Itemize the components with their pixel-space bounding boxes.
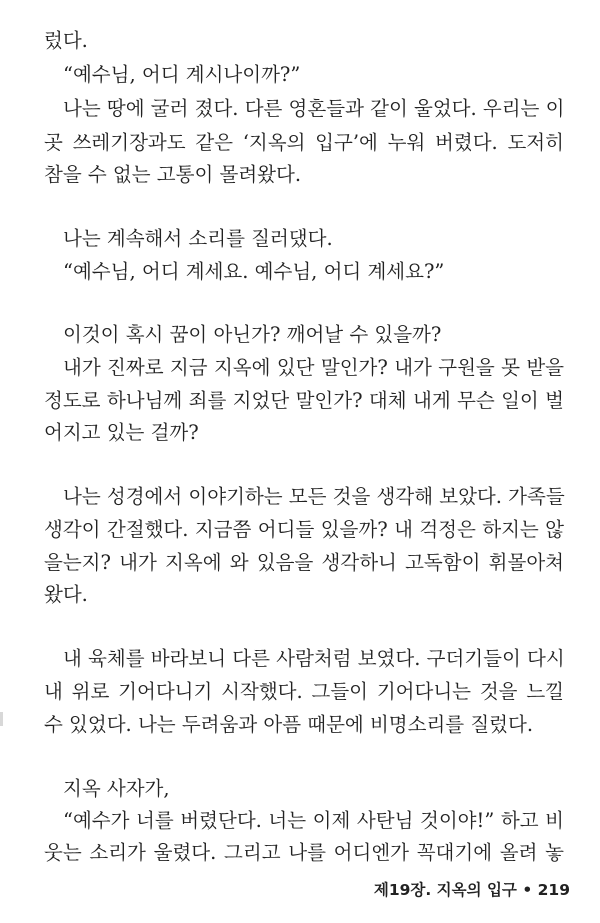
- footer-separator: •: [522, 881, 533, 899]
- text-line: 정도로 하나님께 죄를 지었단 말인가? 대체 내게 무슨 일이 벌: [44, 389, 564, 412]
- text-line: 수 있었다. 나는 두려움과 아픔 때문에 비명소리를 질렀다.: [44, 713, 534, 736]
- page-footer: [374, 878, 570, 900]
- text-line: 왔다.: [44, 583, 88, 606]
- text-line: 지옥 사자가,: [63, 777, 170, 800]
- text-line: “예수가 너를 버렸단다. 너는 이제 사탄님 것이야!” 하고 비: [63, 809, 564, 832]
- text-line: 내가 진짜로 지금 지옥에 있단 말인가? 내가 구원을 못 받을: [63, 356, 564, 379]
- text-line: “예수님, 어디 계세요. 예수님, 어디 계세요?”: [63, 260, 445, 283]
- text-line: 나는 땅에 굴러 졌다. 다른 영혼들과 같이 울었다. 우리는 이: [63, 97, 565, 120]
- text-line: 이것이 혹시 꿈이 아닌가? 깨어날 수 있을까?: [63, 323, 442, 346]
- chapter-title: 제19장. 지옥의 입구: [373, 881, 517, 899]
- text-line: 나는 성경에서 이야기하는 모든 것을 생각해 보았다. 가족들: [63, 485, 565, 508]
- text-line: 내 육체를 바라보니 다른 사람처럼 보였다. 구더기들이 다시: [63, 647, 565, 670]
- text-line: 렀다.: [44, 29, 88, 52]
- text-line: 내 위로 기어다니기 시작했다. 그들이 기어다니는 것을 느낄: [44, 680, 564, 703]
- text-line: 어지고 있는 걸까?: [44, 421, 199, 444]
- text-line: “예수님, 어디 계시나이까?”: [63, 63, 301, 86]
- text-line: 을는지? 내가 지옥에 와 있음을 생각하니 고독함이 휘몰아쳐: [44, 551, 564, 574]
- page-number: 219: [537, 881, 570, 899]
- text-line: 참을 수 없는 고통이 몰려왔다.: [44, 163, 302, 186]
- text-line: 곳 쓰레기장과도 같은 ‘지옥의 입구’에 누워 버렸다. 도저히: [44, 131, 564, 154]
- text-line: 웃는 소리가 울렸다. 그리고 나를 어디엔가 꼭대기에 올려 놓: [44, 841, 564, 864]
- text-line: 생각이 간절했다. 지금쯤 어디들 있을까? 내 걱정은 하지는 않: [44, 518, 564, 541]
- scan-edge-mark: [0, 712, 3, 726]
- text-line: 나는 계속해서 소리를 질러댔다.: [63, 227, 333, 250]
